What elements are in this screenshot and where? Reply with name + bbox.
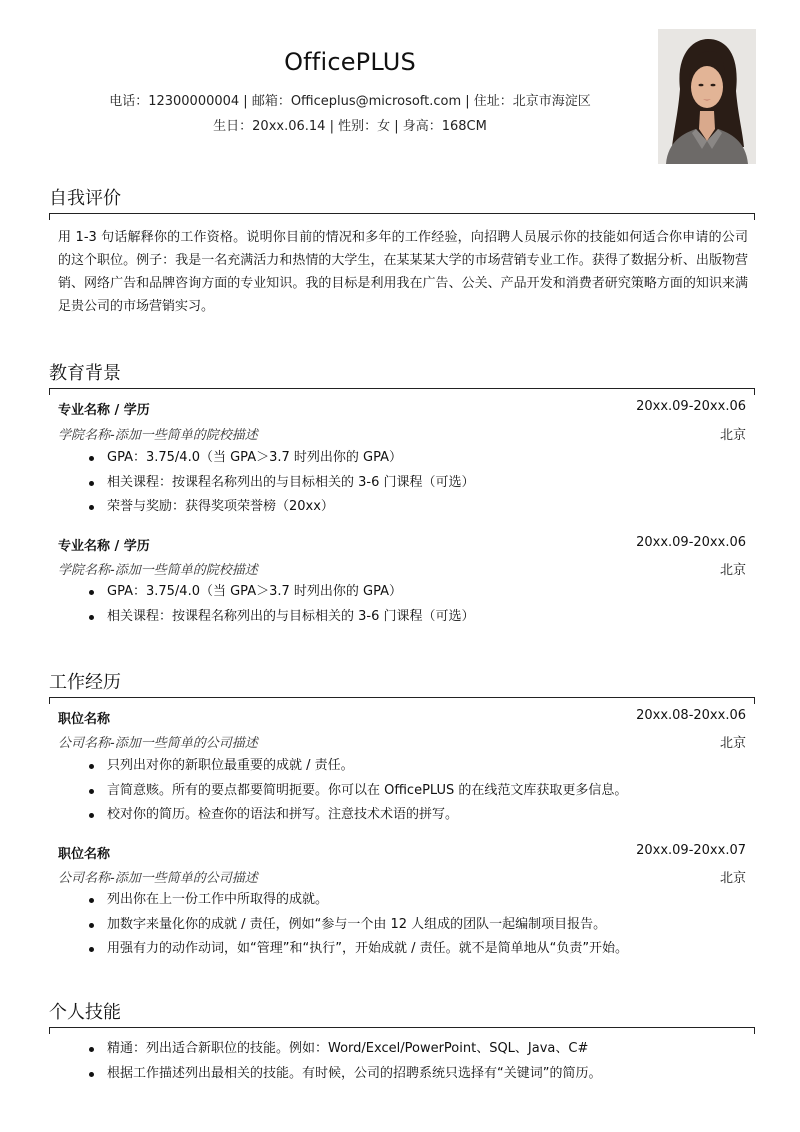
- education-dates: 20xx.09-20xx.06: [636, 535, 746, 550]
- bullet-dot-icon: [89, 615, 94, 620]
- education-entry-2-bullets: [58, 580, 748, 629]
- work-dates: 20xx.09-20xx.07: [636, 843, 746, 858]
- education-title: 教育背景: [49, 363, 121, 384]
- list-item: GPA：3.75/4.0（当 GPA＞3.7 时列出你的 GPA）: [58, 446, 748, 471]
- education-entry-1-header: [58, 399, 746, 421]
- education-entry-1-bullets: [58, 446, 748, 520]
- self-eval-text: 用 1-3 句话解释你的工作资格。说明你目前的情况和多年的工作经验，向招聘人员展示你的技能如何适合你申请的公司的这个职位。例子：我是一名充满活力和热情的大学生，在某某某大学的市场营销专业工作。获得了数据分析、出版物营销、网络广告和品牌咨询方面的专业知识。我的目标是利用我在广告、公关、产品开发和消费者研究策略方面的知识来满足贵公司的市场营销实习。: [58, 230, 748, 314]
- work-divider: [49, 697, 755, 704]
- bullet-dot-icon: [89, 813, 94, 818]
- list-item: 列出你在上一份工作中所取得的成就。: [58, 888, 748, 913]
- education-divider: [49, 388, 755, 395]
- bullet-dot-icon: [89, 923, 94, 928]
- list-item: 荣誉与奖励：获得奖项荣誉榜（20xx）: [58, 495, 748, 520]
- education-major: 专业名称 / 学历: [58, 539, 150, 554]
- bullet-dot-icon: [89, 898, 94, 903]
- work-company: 公司名称-添加一些简单的公司描述: [58, 736, 258, 751]
- work-entry-2-company: [58, 867, 746, 889]
- self-eval-divider: [49, 213, 755, 220]
- list-item: 根据工作描述列出最相关的技能。有时候，公司的招聘系统只选择有“关键词”的简历。: [58, 1062, 748, 1087]
- education-school: 学院名称-添加一些简单的院校描述: [58, 563, 258, 578]
- skills-bullets: [58, 1037, 748, 1086]
- work-location: 北京: [719, 736, 746, 751]
- education-school: 学院名称-添加一些简单的院校描述: [58, 428, 258, 443]
- profile-photo: [658, 29, 756, 164]
- list-item: 校对你的简历。检查你的语法和拼写。注意技术术语的拼写。: [58, 803, 748, 828]
- work-location: 北京: [719, 871, 746, 886]
- education-entry-2-school: [58, 559, 746, 581]
- list-item: 言简意赅。所有的要点都要简明扼要。你可以在 OfficePLUS 的在线范文库获取更多信息。: [58, 779, 748, 804]
- bullet-dot-icon: [89, 505, 94, 510]
- list-item: 只列出对你的新职位最重要的成就 / 责任。: [58, 754, 748, 779]
- candidate-name: OfficePLUS: [284, 48, 416, 76]
- list-item: 加数字来量化你的成就 / 责任，例如“参与一个由 12 人组成的团队一起编制项目报告。: [58, 913, 748, 938]
- work-entry-1-header: [58, 708, 746, 730]
- contact-line-1: 电话：12300000004 | 邮箱：Officeplus@microsoft.com | 住址：北京市海淀区: [109, 94, 591, 109]
- list-item: 用强有力的动作动词，如“管理”和“执行”，开始成就 / 责任。就不是简单地从“负责”开始。: [58, 937, 748, 962]
- education-dates: 20xx.09-20xx.06: [636, 399, 746, 414]
- skills-divider: [49, 1027, 755, 1034]
- education-entry-1-school: [58, 424, 746, 446]
- bullet-dot-icon: [89, 789, 94, 794]
- work-entry-2-header: [58, 843, 746, 865]
- contact-line-2: 生日：20xx.06.14 | 性别：女 | 身高：168CM: [213, 119, 487, 134]
- work-position: 职位名称: [58, 712, 111, 727]
- self-eval-title: 自我评价: [49, 188, 121, 209]
- list-item: 相关课程：按课程名称列出的与目标相关的 3-6 门课程（可选）: [58, 471, 748, 496]
- list-item: GPA：3.75/4.0（当 GPA＞3.7 时列出你的 GPA）: [58, 580, 748, 605]
- education-entry-2-header: [58, 535, 746, 557]
- work-position: 职位名称: [58, 847, 111, 862]
- bullet-dot-icon: [89, 590, 94, 595]
- work-title: 工作经历: [49, 672, 121, 693]
- work-entry-2-bullets: [58, 888, 748, 962]
- list-item: 相关课程：按课程名称列出的与目标相关的 3-6 门课程（可选）: [58, 605, 748, 630]
- list-item: 精通：列出适合新职位的技能。例如：Word/Excel/PowerPoint、SQL、Java、C#: [58, 1037, 748, 1062]
- education-location: 北京: [719, 563, 746, 578]
- work-company: 公司名称-添加一些简单的公司描述: [58, 871, 258, 886]
- bullet-dot-icon: [89, 947, 94, 952]
- work-entry-1-bullets: [58, 754, 748, 828]
- work-entry-1-company: [58, 732, 746, 754]
- education-location: 北京: [719, 428, 746, 443]
- bullet-dot-icon: [89, 1047, 94, 1052]
- bullet-dot-icon: [89, 481, 94, 486]
- work-dates: 20xx.08-20xx.06: [636, 708, 746, 723]
- bullet-dot-icon: [89, 456, 94, 461]
- skills-title: 个人技能: [49, 1002, 121, 1023]
- education-major: 专业名称 / 学历: [58, 403, 150, 418]
- bullet-dot-icon: [89, 764, 94, 769]
- bullet-dot-icon: [89, 1072, 94, 1077]
